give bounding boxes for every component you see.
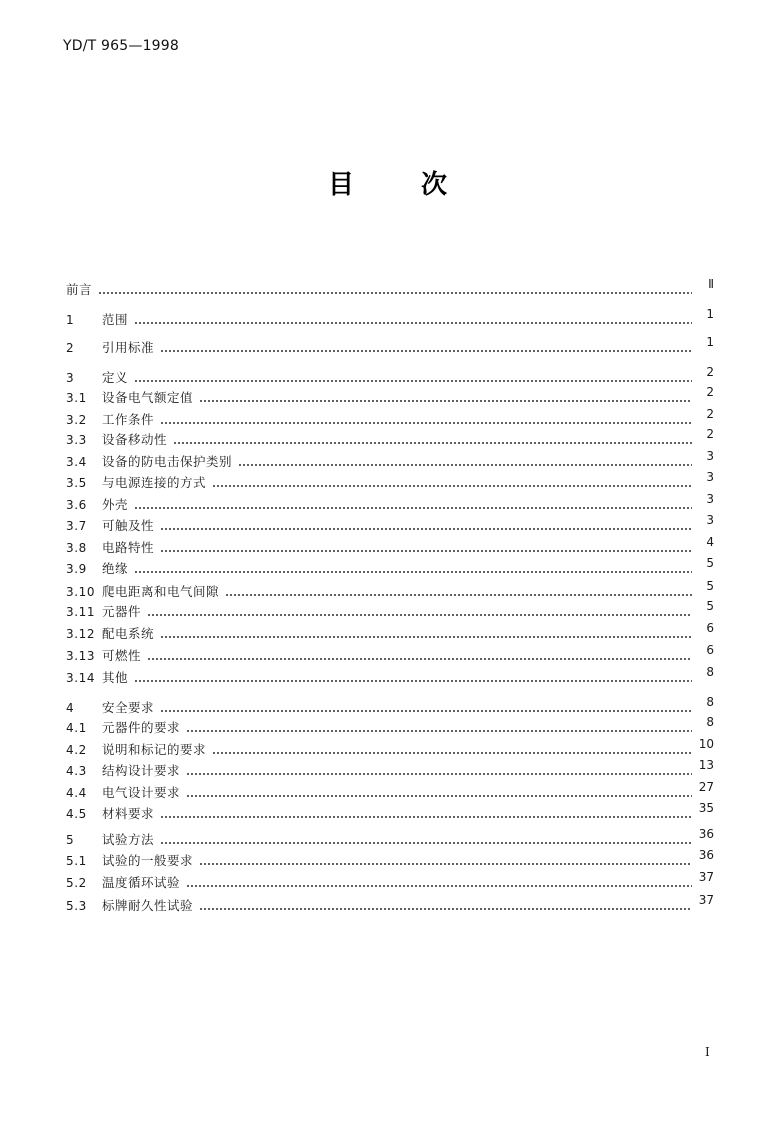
toc-entry-title: 定义 bbox=[102, 370, 129, 385]
toc-entry[interactable] bbox=[66, 535, 714, 556]
toc-dot-leader bbox=[160, 528, 692, 530]
toc-entry[interactable] bbox=[66, 407, 714, 428]
toc-entry-page: 3 bbox=[706, 513, 714, 527]
toc-entry[interactable] bbox=[66, 827, 714, 848]
toc-entry-title: 说明和标记的要求 bbox=[102, 742, 207, 757]
toc-entry-number: 4.2 bbox=[66, 743, 87, 757]
page-number: I bbox=[705, 1045, 710, 1059]
toc-entry-title: 电路特性 bbox=[102, 540, 155, 555]
toc-entry[interactable] bbox=[66, 695, 714, 716]
toc-entry-title: 试验方法 bbox=[102, 832, 155, 847]
toc-entry[interactable] bbox=[66, 385, 714, 406]
toc-entry-page: 4 bbox=[706, 535, 714, 549]
toc-entry[interactable] bbox=[66, 335, 714, 356]
toc-entry-page: 8 bbox=[706, 665, 714, 679]
toc-entry[interactable] bbox=[66, 579, 714, 600]
toc-entry-title: 爬电距离和电气间隙 bbox=[102, 584, 220, 599]
toc-dot-leader bbox=[134, 322, 692, 324]
toc-entry-title: 前言 bbox=[66, 282, 93, 297]
toc-entry[interactable] bbox=[66, 621, 714, 642]
toc-entry[interactable] bbox=[66, 599, 714, 620]
toc-entry[interactable] bbox=[66, 848, 714, 869]
toc-entry-title: 配电系统 bbox=[102, 626, 155, 641]
toc-entry[interactable] bbox=[66, 556, 714, 577]
toc-entry[interactable] bbox=[66, 449, 714, 470]
toc-entry-number: 3.1 bbox=[66, 391, 87, 405]
toc-entry-page: 2 bbox=[706, 427, 714, 441]
toc-entry-title: 温度循环试验 bbox=[102, 875, 181, 890]
toc-dot-leader bbox=[160, 350, 692, 352]
toc-dot-leader bbox=[147, 658, 692, 660]
toc-entry-title: 可触及性 bbox=[102, 518, 155, 533]
toc-entry-page: 2 bbox=[706, 385, 714, 399]
title-char-2: 次 bbox=[421, 170, 448, 200]
toc-dot-leader bbox=[186, 730, 692, 732]
toc-entry[interactable] bbox=[66, 470, 714, 491]
toc-entry[interactable] bbox=[66, 365, 714, 386]
toc-entry-title: 元器件的要求 bbox=[102, 720, 181, 735]
toc-entry[interactable] bbox=[66, 643, 714, 664]
toc-entry-number: 3.14 bbox=[66, 671, 96, 685]
toc-entry[interactable] bbox=[66, 492, 714, 513]
toc-dot-leader bbox=[134, 571, 692, 573]
toc-entry-number: 5 bbox=[66, 833, 75, 847]
toc-entry-page: 2 bbox=[706, 407, 714, 421]
toc-dot-leader bbox=[199, 908, 692, 910]
toc-dot-leader bbox=[160, 422, 692, 424]
toc-dot-leader bbox=[173, 442, 692, 444]
toc-entry-page: 10 bbox=[698, 737, 714, 751]
toc-entry-title: 设备移动性 bbox=[102, 432, 168, 447]
toc-entry-page: Ⅱ bbox=[708, 277, 714, 291]
toc-entry-title: 引用标准 bbox=[102, 340, 155, 355]
toc-entry-number: 3.6 bbox=[66, 498, 87, 512]
toc-entry-title: 其他 bbox=[102, 670, 129, 685]
toc-entry[interactable] bbox=[66, 737, 714, 758]
toc-entry-number: 4.3 bbox=[66, 764, 87, 778]
toc-entry-number: 3.5 bbox=[66, 476, 87, 490]
toc-entry[interactable] bbox=[66, 427, 714, 448]
toc-dot-leader bbox=[238, 464, 692, 466]
toc-entry-number: 1 bbox=[66, 313, 75, 327]
toc-entry-number: 3.13 bbox=[66, 649, 96, 663]
toc-dot-leader bbox=[160, 550, 692, 552]
toc-entry-title: 材料要求 bbox=[102, 806, 155, 821]
toc-entry-page: 27 bbox=[698, 780, 714, 794]
toc-dot-leader bbox=[134, 680, 692, 682]
toc-dot-leader bbox=[212, 752, 692, 754]
toc-entry[interactable] bbox=[66, 801, 714, 822]
title-char-1: 目 bbox=[328, 170, 355, 200]
toc-entry-number: 3.3 bbox=[66, 433, 87, 447]
toc-dot-leader bbox=[160, 710, 692, 712]
toc-entry-number: 3.8 bbox=[66, 541, 87, 555]
toc-dot-leader bbox=[160, 816, 692, 818]
toc-dot-leader bbox=[186, 795, 692, 797]
toc-entry-number: 2 bbox=[66, 341, 75, 355]
toc-entry-number: 3.2 bbox=[66, 413, 87, 427]
toc-entry-page: 1 bbox=[706, 335, 714, 349]
toc-entry-page: 3 bbox=[706, 470, 714, 484]
toc-entry[interactable] bbox=[66, 307, 714, 328]
toc-entry-number: 5.2 bbox=[66, 876, 87, 890]
toc-entry-page: 5 bbox=[706, 579, 714, 593]
toc-dot-leader bbox=[186, 885, 692, 887]
toc-entry-page: 36 bbox=[698, 827, 714, 841]
toc-entry[interactable] bbox=[66, 758, 714, 779]
toc-dot-leader bbox=[225, 594, 692, 596]
toc-entry-page: 5 bbox=[706, 599, 714, 613]
toc-entry-number: 3 bbox=[66, 371, 75, 385]
toc-dot-leader bbox=[147, 614, 692, 616]
toc-dot-leader bbox=[160, 636, 692, 638]
toc-entry-title: 与电源连接的方式 bbox=[102, 475, 207, 490]
toc-entry-page: 37 bbox=[698, 870, 714, 884]
document-code: YD/T 965—1998 bbox=[63, 38, 180, 54]
toc-dot-leader bbox=[199, 400, 692, 402]
toc-entry-number: 5.3 bbox=[66, 899, 87, 913]
toc-dot-leader bbox=[186, 773, 692, 775]
toc-entry[interactable] bbox=[66, 893, 714, 914]
toc-dot-leader bbox=[134, 380, 692, 382]
toc-entry-title: 工作条件 bbox=[102, 412, 155, 427]
toc-entry-page: 5 bbox=[706, 556, 714, 570]
toc-entry-number: 3.10 bbox=[66, 585, 96, 599]
toc-entry-page: 36 bbox=[698, 848, 714, 862]
toc-entry[interactable] bbox=[66, 715, 714, 736]
toc-entry-title: 试验的一般要求 bbox=[102, 853, 194, 868]
toc-dot-leader bbox=[134, 507, 692, 509]
toc-entry-page: 37 bbox=[698, 893, 714, 907]
toc-entry[interactable] bbox=[66, 870, 714, 891]
toc-entry-page: 35 bbox=[698, 801, 714, 815]
toc-entry-number: 4.1 bbox=[66, 721, 87, 735]
toc-entry[interactable] bbox=[66, 513, 714, 534]
toc-entry-title: 电气设计要求 bbox=[102, 785, 181, 800]
toc-entry-page: 8 bbox=[706, 715, 714, 729]
toc-entry-number: 3.12 bbox=[66, 627, 96, 641]
toc-entry-title: 绝缘 bbox=[102, 561, 129, 576]
toc-dot-leader bbox=[160, 842, 692, 844]
toc-entry-title: 标牌耐久性试验 bbox=[102, 898, 194, 913]
toc-entry-page: 13 bbox=[698, 758, 714, 772]
toc-entry-page: 6 bbox=[706, 643, 714, 657]
toc-entry-title: 设备电气额定值 bbox=[102, 390, 194, 405]
toc-entry[interactable] bbox=[66, 665, 714, 686]
toc-dot-leader bbox=[199, 863, 692, 865]
toc-entry-page: 3 bbox=[706, 492, 714, 506]
toc-entry-number: 3.7 bbox=[66, 519, 87, 533]
toc-entry-number: 4.5 bbox=[66, 807, 87, 821]
toc-entry-title: 设备的防电击保护类别 bbox=[102, 454, 233, 469]
toc-entry-title: 范围 bbox=[102, 312, 129, 327]
toc-entry[interactable] bbox=[66, 277, 714, 298]
toc-entry-number: 4.4 bbox=[66, 786, 87, 800]
toc-entry-title: 结构设计要求 bbox=[102, 763, 181, 778]
toc-entry-title: 外壳 bbox=[102, 497, 129, 512]
toc-entry-page: 3 bbox=[706, 449, 714, 463]
toc-entry-number: 5.1 bbox=[66, 854, 87, 868]
toc-entry-page: 2 bbox=[706, 365, 714, 379]
toc-entry-page: 6 bbox=[706, 621, 714, 635]
toc-entry-number: 4 bbox=[66, 701, 75, 715]
toc-dot-leader bbox=[212, 485, 692, 487]
toc-entry-title: 可燃性 bbox=[102, 648, 142, 663]
toc-entry-page: 8 bbox=[706, 695, 714, 709]
toc-entry-number: 3.9 bbox=[66, 562, 87, 576]
toc-entry-number: 3.11 bbox=[66, 605, 96, 619]
toc-entry-page: 1 bbox=[706, 307, 714, 321]
toc-entry-title: 安全要求 bbox=[102, 700, 155, 715]
toc-entry-number: 3.4 bbox=[66, 455, 87, 469]
toc-dot-leader bbox=[98, 292, 692, 294]
toc-entry-title: 元器件 bbox=[102, 604, 142, 619]
toc-entry[interactable] bbox=[66, 780, 714, 801]
